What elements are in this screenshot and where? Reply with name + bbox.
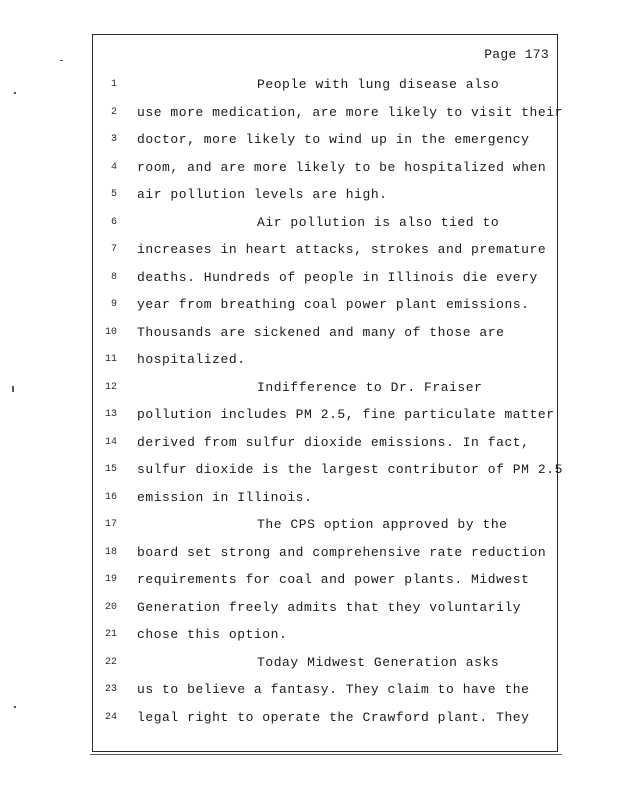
page-frame [92, 34, 563, 752]
scan-speck [12, 386, 14, 392]
line-number: 13 [104, 409, 117, 420]
scan-speck [14, 706, 16, 708]
line-number: 14 [104, 436, 117, 448]
line-number: 2 [110, 106, 117, 118]
line-number: 8 [110, 271, 117, 283]
transcript-line: People with lung disease also [257, 77, 500, 92]
line-number: 11 [104, 354, 117, 365]
bottom-rule [90, 754, 562, 755]
line-number: 24 [104, 711, 117, 723]
transcript-line: increases in heart attacks, strokes and premature [137, 242, 547, 257]
line-number: 21 [104, 629, 117, 640]
line-number: 22 [104, 656, 117, 668]
transcript-line: pollution includes PM 2.5, fine particulate matter [137, 407, 555, 422]
transcript-line: Air pollution is also tied to [257, 214, 500, 230]
transcript-line: Thousands are sickened and many of those are [137, 324, 505, 340]
transcript-line: use more medication, are more likely to visit their [137, 104, 563, 120]
transcript-line: Indifference to Dr. Fraiser [257, 379, 483, 395]
line-number: 4 [110, 161, 117, 173]
line-number: 3 [110, 134, 117, 145]
transcript-line: room, and are more likely to be hospitalized when [137, 159, 547, 175]
transcript-line: The CPS option approved by the [257, 517, 508, 532]
line-number: 15 [104, 464, 117, 475]
transcript-line: requirements for coal and power plants. Midwest [137, 572, 530, 587]
transcript-line: Generation freely admits that they voluntarily [137, 599, 522, 615]
transcript-line: chose this option. [137, 627, 288, 642]
transcript-line: hospitalized. [137, 352, 246, 367]
transcript-line: us to believe a fantasy. They claim to have the [137, 682, 530, 697]
line-number: 16 [104, 491, 117, 503]
line-number: 23 [104, 684, 117, 695]
transcript-line: doctor, more likely to wind up in the emergency [137, 132, 530, 147]
line-number: 9 [110, 299, 117, 310]
transcript-line: year from breathing coal power plant emissions. [137, 297, 530, 312]
transcript-line: emission in Illinois. [137, 489, 313, 505]
transcript-line: legal right to operate the Crawford plant. They [137, 709, 530, 725]
scan-speck [60, 60, 63, 61]
transcript-line: air pollution levels are high. [137, 187, 388, 202]
transcript-line: sulfur dioxide is the largest contributor of PM 2.5 [137, 462, 563, 477]
page-number: Page 173 [484, 47, 549, 62]
line-number: 6 [110, 216, 117, 228]
transcript-line: Today Midwest Generation asks [257, 654, 500, 670]
line-number: 10 [104, 326, 117, 338]
transcript-line: derived from sulfur dioxide emissions. In fact, [137, 434, 530, 450]
line-number: 1 [110, 79, 117, 90]
scan-speck [14, 92, 16, 94]
line-number: 5 [110, 189, 117, 200]
line-number: 20 [104, 601, 117, 613]
line-number: 18 [104, 546, 117, 558]
line-number: 17 [104, 519, 117, 530]
transcript-line: board set strong and comprehensive rate reduction [137, 544, 547, 560]
transcript-line: deaths. Hundreds of people in Illinois die every [137, 269, 538, 285]
line-number: 19 [104, 574, 117, 585]
line-number: 7 [110, 244, 117, 255]
line-number: 12 [104, 381, 117, 393]
